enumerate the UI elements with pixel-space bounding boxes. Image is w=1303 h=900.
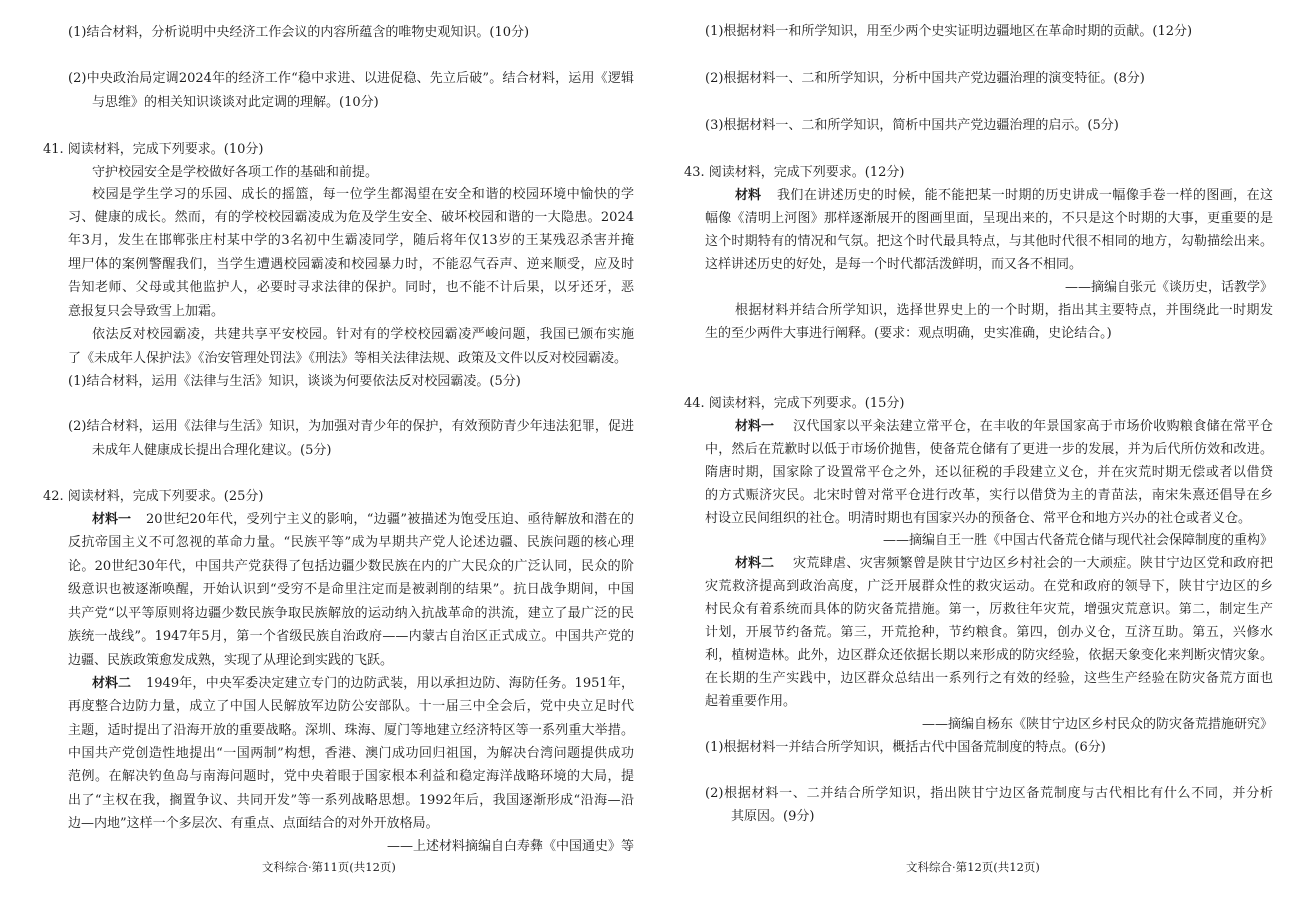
page-footer: 文科综合·第12页(共12页)	[906, 860, 1040, 874]
q44-material2-source: ——摘编自杨东《陕甘宁边区乡村民众的防灾备荒措施研究》	[921, 717, 1273, 732]
q43-source: ——摘编自张元《谈历史，话教学》	[1064, 280, 1273, 295]
q40-sub1: (1)结合材料，分析说明中央经济工作会议的内容所蕴含的唯物史观知识。(10分)	[68, 25, 530, 40]
q41-material-line: 习、健康的成长。然而，有的学校校园霸凌成为危及学生安全、破坏校园和谐的一大隐患。2024	[68, 210, 634, 225]
q42-material1-line: 级意识也被逐渐唤醒，开始认识到“受穷不是命里注定而是被剥削的结果”。抗日战争期间，中国	[68, 582, 634, 597]
q42-material1-line: 共产党“以平等原则将边疆少数民族争取民族解放的运动纳入抗战革命的洪流，建立了最广泛的民	[68, 606, 634, 621]
q42-material2-line: 1949年，中央军委决定建立专门的边防武装，用以承担边防、海防任务。1951年，	[146, 676, 634, 691]
q43-title: 43. 阅读材料，完成下列要求。(12分)	[684, 165, 905, 180]
q41-material-line: 告知老师、父母或其他监护人，必要时寻求法律的保护。同时，也不能不计后果，以牙还牙，恶	[68, 280, 634, 295]
q44-material2-line: 在长期的生产实践中，边区群众总结出一系列行之有效的经验，这些生产经验在防灾备荒方面也	[705, 671, 1273, 686]
q44-title: 44. 阅读材料，完成下列要求。(15分)	[684, 396, 905, 411]
q41-material-line: 依法反对校园霸凌，共建共享平安校园。针对有的学校校园霸凌严峻问题，我国已颁布实施	[92, 327, 634, 342]
q41-title: 41. 阅读材料，完成下列要求。(10分)	[43, 142, 264, 157]
q43-material-line: 这样讲述历史的好处，是每一个时代都活泼鲜明，而又各不相同。	[705, 257, 1083, 272]
q44-sub2-line1: (2)根据材料一、二并结合所学知识，指出陕甘宁边区备荒制度与古代相比有什么不同，并分析	[705, 786, 1273, 801]
q42-sub3: (3)根据材料一、二和所学知识，简析中国共产党边疆治理的启示。(5分)	[705, 118, 1119, 133]
q44-material2-line: 村民众有着系统而具体的防灾备荒措施。第一，厉救往年灾荒，增强灾荒意识。第二，制定生产	[705, 602, 1273, 617]
q44-material2-line: 计划，开展节约备荒。第三，开荒抢种，节约粮食。第四，创办义仓，互济互助。第五，兴修水	[705, 625, 1273, 640]
q42-material2-line: 范例。在解决钓鱼岛与南海问题时，党中央着眼于国家根本利益和稳定海洋战略环境的大局，提	[68, 769, 634, 784]
q42-sub2: (2)根据材料一、二和所学知识，分析中国共产党边疆治理的演变特征。(8分)	[705, 71, 1145, 86]
page-footer: 文科综合·第11页(共12页)	[262, 860, 396, 874]
q42-source: ——上述材料摘编自白寿彝《中国通史》等	[386, 839, 634, 854]
q42-material2-line: 再度整合边防力量，成立了中国人民解放军边防公安部队。十一届三中全会后，党中央立足时代	[68, 699, 634, 714]
q44-material1-line: 中，然后在荒歉时以低于市场价抛售，使备荒仓储有了更进一步的发展，并为后代所仿效和改进。	[705, 442, 1273, 457]
q41-material-line: 校园是学生学习的乐园、成长的摇篮，每一位学生都渴望在安全和谐的校园环境中愉快的学	[92, 187, 634, 202]
q42-material1-line: 反抗帝国主义不可忽视的革命力量。“民族平等”成为早期共产党人论述边疆、民族问题的核心理	[68, 535, 634, 550]
q43-material-label: 材料	[735, 188, 762, 203]
q43-task-line: 根据材料并结合所学知识，选择世界史上的一个时期，指出其主要特点，并围绕此一时期发	[735, 303, 1273, 318]
q42-material2-line: 边—内地”这样一个多层次、有重点、点面结合的对外开放格局。	[68, 816, 439, 831]
q44-material1-line: 汉代国家以平籴法建立常平仓，在丰收的年景国家高于市场价收购粮食储在常平仓	[793, 419, 1273, 434]
q42-material1-line: 族统一战线”。1947年5月，第一个省级民族自治政府——内蒙古自治区正式成立。中国共产党的	[68, 629, 634, 644]
q44-sub1: (1)根据材料一并结合所学知识，概括古代中国备荒制度的特点。(6分)	[705, 740, 1106, 755]
q44-material1-line: 隋唐时期，国家除了设置常平仓之外，还以征税的手段建立义仓，并在灾荒时期无偿或者以借贷	[705, 465, 1273, 480]
q43-material-line: 我们在讲述历史的时候，能不能把某一时期的历史讲成一幅像手卷一样的图画，在这	[777, 188, 1273, 203]
q44-material2-line: 灾荒救济提高到政治高度，广泛开展群众性的救灾运动。在党和政府的领导下，陕甘宁边区的乡	[705, 579, 1273, 594]
q42-material2-line: 出了“主权在我，搁置争议、共同开发”等一系列战略思想。1992年后，我国逐渐形成“沿海—沿	[68, 793, 634, 808]
q44-material2-line: 起着重要作用。	[705, 694, 797, 709]
q40-sub2-line1: (2)中央政治局定调2024年的经济工作“稳中求进、以进促稳、先立后破”。结合材料，运用《逻辑	[68, 71, 634, 86]
page-11	[0, 0, 651, 900]
q42-material1-line: 20世纪20年代，受列宁主义的影响，“边疆”被描述为饱受压迫、亟待解放和潜在的	[146, 512, 634, 527]
q42-material1-label: 材料一	[92, 512, 132, 527]
q41-material-line: 埋尸体的案例警醒我们，当学生遭遇校园霸凌和校园暴力时，不能忍气吞声、逆来顺受，应及时	[68, 257, 634, 272]
q42-material1-line: 论。20世纪30年代，中国共产党获得了包括边疆少数民族在内的广大民众的广泛认同，民众的阶	[68, 559, 634, 574]
q41-material-line: 守护校园安全是学校做好各项工作的基础和前提。	[92, 165, 379, 180]
q43-task-line: 生的至少两件大事进行阐释。(要求：观点明确，史实准确，史论结合。)	[705, 326, 1112, 341]
q44-material2-line: 灾荒肆虐、灾害频繁曾是陕甘宁边区乡村社会的一大顽症。陕甘宁边区党和政府把	[793, 556, 1273, 571]
q41-material-line: 意报复只会导致雪上加霜。	[68, 304, 225, 319]
q41-sub1: (1)结合材料，运用《法律与生活》知识，谈谈为何要依法反对校园霸凌。(5分)	[68, 374, 521, 389]
q44-sub2-line2: 其原因。(9分)	[731, 809, 815, 824]
q44-material1-source: ——摘编自王一胜《中国古代备荒仓储与现代社会保障制度的重构》	[882, 533, 1273, 548]
q43-material-line: 幅像《清明上河图》那样逐渐展开的图画里面，呈现出来的，不只是这个时期的大事，更重要的是	[705, 211, 1273, 226]
q42-title: 42. 阅读材料，完成下列要求。(25分)	[43, 489, 264, 504]
q42-material1-line: 边疆、民族政策愈发成熟，实现了从理论到实践的飞跃。	[68, 653, 394, 668]
q41-sub2-line2: 未成年人健康成长提出合理化建议。(5分)	[92, 443, 332, 458]
q41-sub2-line1: (2)结合材料，运用《法律与生活》知识，为加强对青少年的保护，有效预防青少年违法犯罪，促进	[68, 419, 634, 434]
q44-material2-label: 材料二	[735, 556, 775, 571]
q42-material2-line: 主题，适时提出了沿海开放的重要战略。深圳、珠海、厦门等地建立经济特区等一系列重大举措。	[68, 723, 634, 738]
q44-material1-label: 材料一	[735, 419, 775, 434]
q42-material2-line: 中国共产党创造性地提出“一国两制”构想，香港、澳门成功回归祖国，为解决台湾问题提供成功	[68, 746, 634, 761]
q42-sub1: (1)根据材料一和所学知识，用至少两个史实证明边疆地区在革命时期的贡献。(12分)	[705, 24, 1193, 39]
q41-material-line: 了《未成年人保护法》《治安管理处罚法》《刑法》等相关法律法规、政策及文件以反对校园霸凌。	[68, 351, 628, 366]
q40-sub2-line2: 与思维》的相关知识谈谈对此定调的理解。(10分)	[92, 95, 379, 110]
q43-material-line: 这个时期特有的情况和气氛。把这个时代最具特点，与其他时代很不相同的地方，勾勒描绘出来。	[705, 234, 1273, 249]
q41-material-line: 年3月，发生在邯郸张庄村某中学的3名初中生霸凌同学，随后将年仅13岁的王某残忍杀害并掩	[68, 233, 634, 248]
q42-material2-label: 材料二	[92, 676, 132, 691]
page-12	[651, 0, 1303, 900]
q44-material1-line: 村设立民间组织的社仓。明清时期也有国家兴办的预备仓、常平仓和地方兴办的社仓或者义仓。	[705, 511, 1252, 526]
q44-material2-line: 利，植树造林。此外，边区群众还依据长期以来形成的防灾经验，依据天象变化来判断灾情灾象。	[705, 648, 1273, 663]
q44-material1-line: 的方式赈济灾民。北宋时曾对常平仓进行改革，实行以借贷为主的青苗法，南宋朱熹还倡导在乡	[705, 488, 1273, 503]
